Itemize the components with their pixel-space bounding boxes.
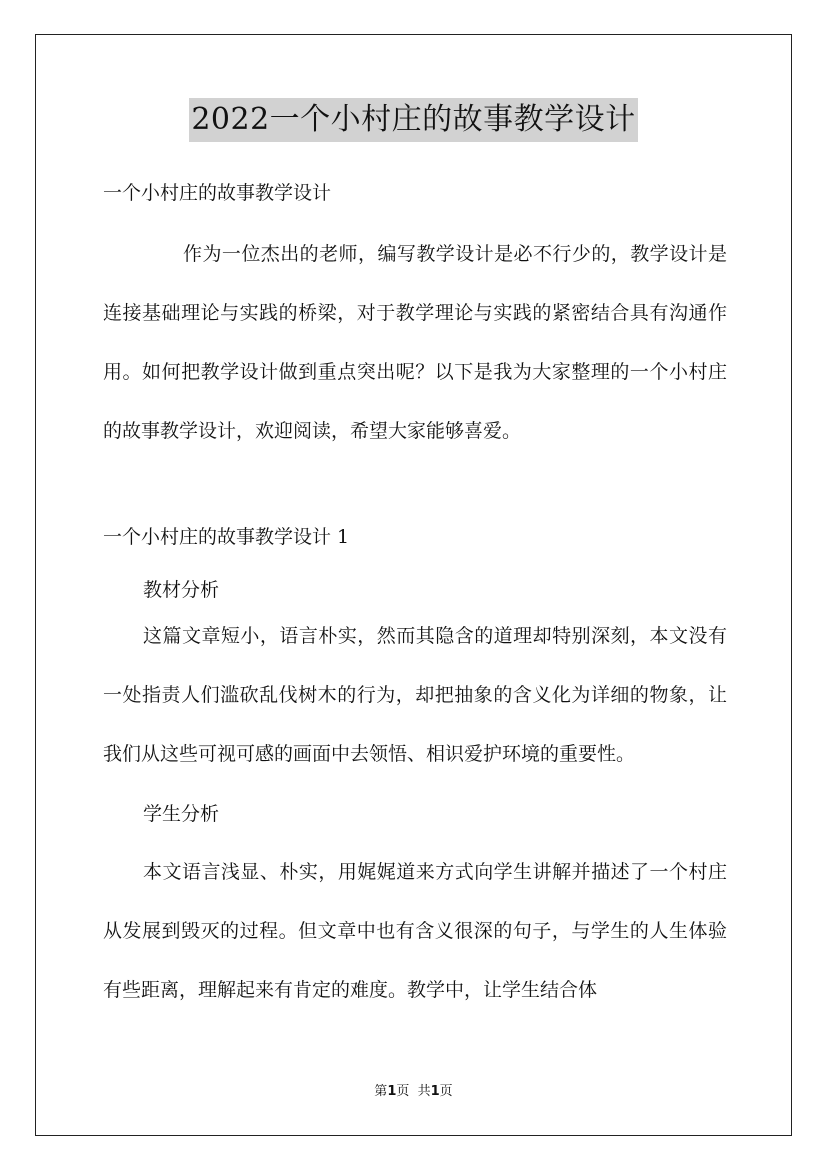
footer-total-pages: 1 [430,1084,440,1099]
document-body [103,177,727,1020]
page-footer [0,1083,827,1101]
student-heading: 学生分析 [143,803,220,825]
intro-paragraph: 作为一位杰出的老师，编写教学设计是必不行少的，教学设计是连接基础理论与实践的桥梁，对于教学理论与实践的紧密结合具有沟通作用。如何把教学设计做到重点突出呢？以下是我为大家整理的一个小村庄的故事教学设计，欢迎阅读，希望大家能够喜爱。 [103,243,727,442]
footer-page-number: 1 [387,1084,397,1099]
section-title: 一个小村庄的故事教学设计 1 [103,526,350,548]
material-heading: 教材分析 [143,579,220,601]
student-paragraph: 本文语言浅显、朴实，用娓娓道来方式向学生讲解并描述了一个村庄从发展到毁灭的过程。但文章中也有含义很深的句子，与学生的人生体验有些距离，理解起来有肯定的难度。教学中，让学生结合体 [103,861,727,1001]
footer-prefix: 第 [374,1084,388,1099]
document-subtitle: 一个小村庄的故事教学设计 [103,182,332,204]
title-container [0,98,827,142]
footer-mid: 页 共 [396,1084,431,1099]
document-title: 2022一个小村庄的故事教学设计 [189,98,637,142]
footer-suffix: 页 [439,1084,453,1099]
material-paragraph: 这篇文章短小，语言朴实，然而其隐含的道理却特别深刻，本文没有一处指责人们滥砍乱伐树木的行为，却把抽象的含义化为详细的物象，让我们从这些可视可感的画面中去领悟、相识爱护环境的重要性。 [103,625,727,765]
